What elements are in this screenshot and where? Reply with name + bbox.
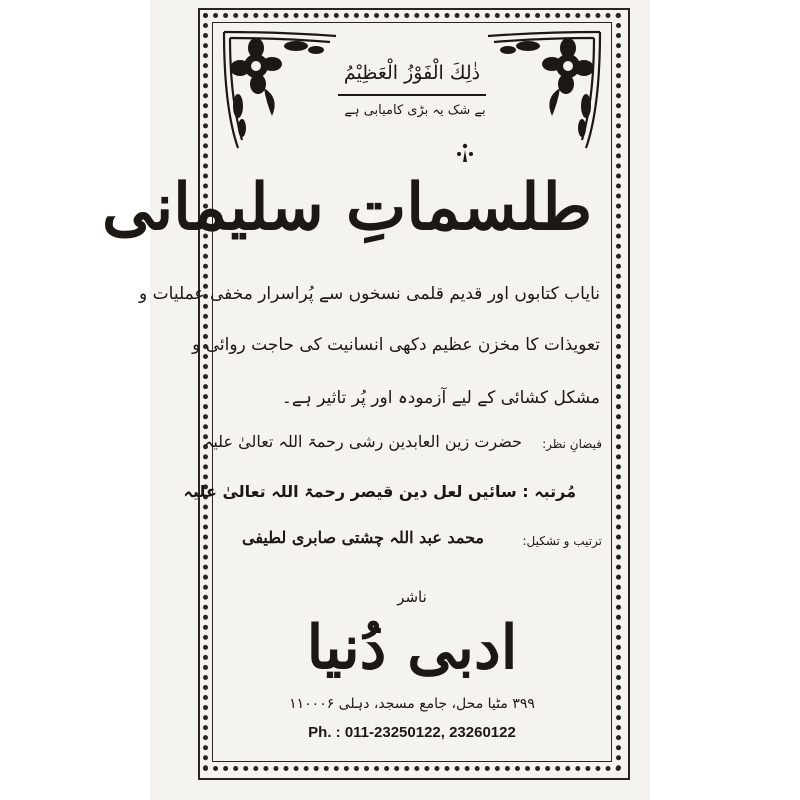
publisher-name: ادبی دُنیا: [306, 613, 518, 683]
tarteeb-name: محمد عبد اللہ چشتی صابری لطیفی: [241, 528, 484, 547]
faizan-name: حضرت زین العابدین رشی رحمۃ اللہ تعالیٰ علیہ: [203, 432, 522, 451]
description-line-2: تعویذات کا مخزن عظیم دکھی انسانیت کی حاجت روائی و: [192, 335, 600, 355]
description-line-1: نایاب کتابوں اور قدیم قلمی نسخوں سے پُراسرار مخفی عملیات و: [139, 284, 600, 304]
description-line-3: مشکل کشائی کے لیے آزمودہ اور پُر تاثیر ہے۔: [281, 388, 600, 408]
publisher-label: ناشر: [397, 588, 427, 606]
quran-phrase: ذٰلِكَ الْفَوْزُ الْعَظِيْمُ: [343, 62, 481, 84]
book-title: طلسماتِ سلیمانی: [101, 170, 592, 245]
murattiba-line: مُرتبہ : سائیں لعل دین قیصر رحمۃ اللہ تعالیٰ علیہ: [183, 482, 576, 501]
header-translation: بے شک یہ بڑی کامیابی ہے: [344, 103, 486, 118]
tarteeb-label: ترتیب و تشکیل:: [522, 534, 602, 548]
publisher-address: ۳۹۹ مٹیا محل، جامع مسجد، دہلی ۱۱۰۰۰۶: [289, 696, 535, 712]
floral-corner-right-icon: [484, 28, 604, 153]
header-underline: [338, 94, 486, 96]
publisher-phone: Ph. : 011-23250122, 23260122: [308, 724, 516, 741]
floral-corner-left-icon: [220, 28, 340, 153]
faizan-label: فیضانِ نظر:: [542, 437, 602, 451]
